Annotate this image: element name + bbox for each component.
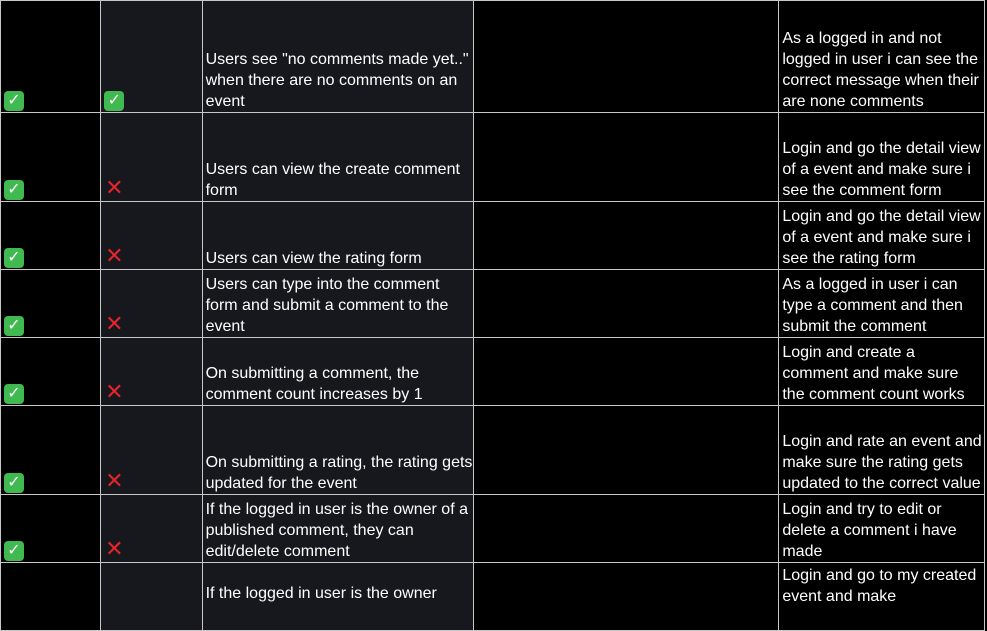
empty-cell[interactable] bbox=[474, 202, 779, 270]
feature-cell[interactable]: Users can type into the comment form and submit a comment to the event bbox=[202, 270, 474, 338]
white-check-mark-icon: ✓ bbox=[4, 248, 24, 268]
status-cell-2[interactable] bbox=[101, 270, 202, 338]
feature-cell[interactable]: On submitting a comment, the comment count increases by 1 bbox=[202, 338, 474, 406]
red-cross-mark-icon: ✕ bbox=[105, 311, 124, 336]
status-cell-1[interactable] bbox=[1, 495, 101, 563]
status-cell-2[interactable] bbox=[101, 1, 202, 113]
red-cross-mark-icon: ✕ bbox=[105, 243, 124, 268]
white-check-mark-icon: ✓ bbox=[4, 316, 24, 336]
red-cross-mark-icon: ✕ bbox=[105, 468, 124, 493]
feature-cell[interactable]: Users can view the create comment form bbox=[202, 113, 474, 202]
test-description-cell[interactable]: Login and try to edit or delete a comment i have made bbox=[779, 495, 985, 563]
test-description-cell[interactable]: Login and go the detail view of a event and make sure i see the comment form bbox=[779, 113, 985, 202]
empty-cell[interactable] bbox=[474, 1, 779, 113]
white-check-mark-icon: ✓ bbox=[4, 180, 24, 200]
status-cell-2[interactable] bbox=[101, 202, 202, 270]
red-cross-mark-icon: ✕ bbox=[105, 379, 124, 404]
feature-cell[interactable]: On submitting a rating, the rating gets updated for the event bbox=[202, 406, 474, 495]
table-row bbox=[1, 113, 985, 202]
empty-cell[interactable] bbox=[474, 406, 779, 495]
empty-cell[interactable] bbox=[474, 270, 779, 338]
empty-cell[interactable] bbox=[474, 113, 779, 202]
test-description-cell[interactable]: Login and go to my created event and make bbox=[779, 563, 985, 631]
table-row bbox=[1, 406, 985, 495]
table-row bbox=[1, 270, 985, 338]
status-cell-2[interactable] bbox=[101, 563, 202, 631]
table-row bbox=[1, 338, 985, 406]
status-cell-2[interactable] bbox=[101, 495, 202, 563]
status-cell-1[interactable] bbox=[1, 338, 101, 406]
test-description-cell[interactable]: As a logged in and not logged in user i can see the correct message when their are none comments bbox=[779, 1, 985, 113]
feature-cell[interactable]: Users can view the rating form bbox=[202, 202, 474, 270]
table-row bbox=[1, 495, 985, 563]
white-check-mark-icon: ✓ bbox=[4, 473, 24, 493]
red-cross-mark-icon: ✕ bbox=[105, 175, 124, 200]
feature-cell[interactable]: If the logged in user is the owner bbox=[202, 563, 474, 631]
feature-cell[interactable]: Users see "no comments made yet.." when there are no comments on an event bbox=[202, 1, 474, 113]
white-check-mark-icon: ✓ bbox=[4, 91, 24, 111]
white-check-mark-icon: ✓ bbox=[4, 541, 24, 561]
test-description-cell[interactable]: As a logged in user i can type a comment and then submit the comment bbox=[779, 270, 985, 338]
white-check-mark-icon: ✓ bbox=[104, 91, 124, 111]
status-cell-1[interactable] bbox=[1, 270, 101, 338]
status-cell-1[interactable] bbox=[1, 563, 101, 631]
test-description-cell[interactable]: Login and rate an event and make sure the rating gets updated to the correct value bbox=[779, 406, 985, 495]
white-check-mark-icon: ✓ bbox=[4, 384, 24, 404]
empty-cell[interactable] bbox=[474, 495, 779, 563]
status-cell-2[interactable] bbox=[101, 338, 202, 406]
status-cell-2[interactable] bbox=[101, 406, 202, 495]
empty-cell[interactable] bbox=[474, 338, 779, 406]
status-cell-1[interactable] bbox=[1, 1, 101, 113]
status-cell-1[interactable] bbox=[1, 202, 101, 270]
status-cell-2[interactable] bbox=[101, 113, 202, 202]
table-row bbox=[1, 1, 985, 113]
empty-cell[interactable] bbox=[474, 563, 779, 631]
test-description-cell[interactable]: Login and go the detail view of a event and make sure i see the rating form bbox=[779, 202, 985, 270]
test-description-cell[interactable]: Login and create a comment and make sure the comment count works bbox=[779, 338, 985, 406]
feature-cell[interactable]: If the logged in user is the owner of a published comment, they can edit/delete comment bbox=[202, 495, 474, 563]
red-cross-mark-icon: ✕ bbox=[105, 536, 124, 561]
table-row bbox=[1, 202, 985, 270]
status-cell-1[interactable] bbox=[1, 406, 101, 495]
status-cell-1[interactable] bbox=[1, 113, 101, 202]
table-row bbox=[1, 563, 985, 631]
